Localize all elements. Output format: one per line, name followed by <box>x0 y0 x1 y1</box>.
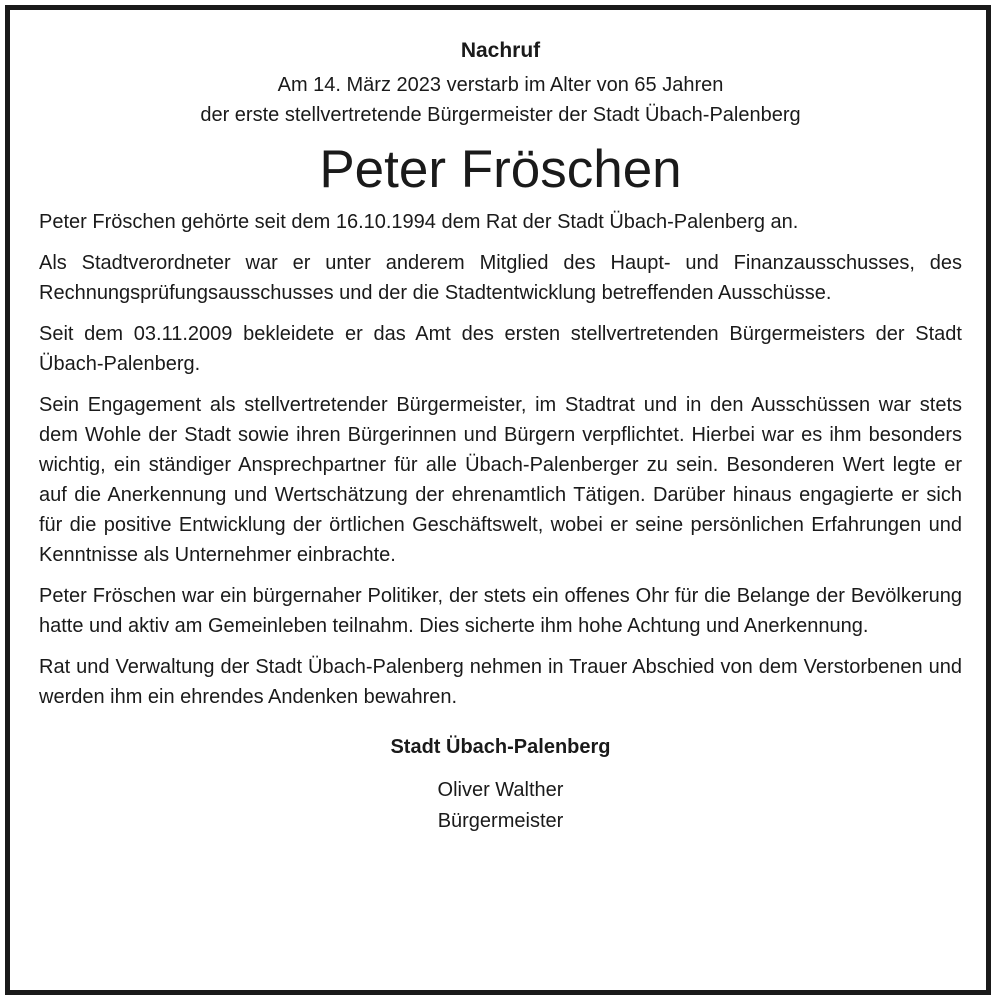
paragraph-engagement: Sein Engagement als stellvertretender Bürgermeister, im Stadtrat und in den Ausschüssen war stets dem Wohle der Stadt sowie ihren Bürgerinnen und Bürgern verpflichtet. Hierbei war es ihm besonders wichtig, ein ständiger Ansprechpartner für alle Übach-Palenberger zu sein. Besonderen Wert legte er auf die Anerkennung und Wertschätzung der ehrenamtlich Tätigen. Darüber hinaus engagierte er sich für die positive Entwicklung der örtlichen Geschäftswelt, wobei er seine persönlichen Erfahrungen und Kenntnisse als Unternehmer einbrachte. <box>39 394 962 566</box>
intro-line-2: der erste stellvertretende Bürgermeister der Stadt Übach-Palenberg <box>200 104 801 126</box>
paragraph-committees: Als Stadtverordneter war er unter anderem Mitglied des Haupt- und Finanzausschusses, des Rechnungsprüfungsausschusses und der die Stadtentwicklung betreffenden Ausschüsse. <box>39 252 962 304</box>
signer-name: Oliver Walther <box>437 779 564 801</box>
obituary-notice <box>5 5 991 995</box>
intro-line-1: Am 14. März 2023 verstarb im Alter von 65 Jahren <box>277 74 724 96</box>
organization-name: Stadt Übach-Palenberg <box>390 736 611 758</box>
intro-block <box>39 70 962 130</box>
paragraph-deputy-mayor: Seit dem 03.11.2009 bekleidete er das Amt des ersten stellvertretenden Bürgermeisters der Stadt Übach-Palenberg. <box>39 323 962 375</box>
paragraph-politician: Peter Fröschen war ein bürgernaher Politiker, der stets ein offenes Ohr für die Belange der Bevölkerung hatte und aktiv am Gemeinleben teilnahm. Dies sicherte ihm hohe Achtung und Anerkennung. <box>39 585 962 637</box>
paragraph-membership: Peter Fröschen gehörte seit dem 16.10.1994 dem Rat der Stadt Übach-Palenberg an. <box>39 211 799 233</box>
signer-title: Bürgermeister <box>437 810 564 832</box>
notice-heading: Nachruf <box>460 39 541 62</box>
paragraph-farewell: Rat und Verwaltung der Stadt Übach-Palenberg nehmen in Trauer Abschied von dem Verstorbenen und werden ihm ein ehrendes Andenken bewahren. <box>39 656 962 708</box>
notice-content <box>39 10 962 837</box>
deceased-name: Peter Fröschen <box>319 140 682 199</box>
